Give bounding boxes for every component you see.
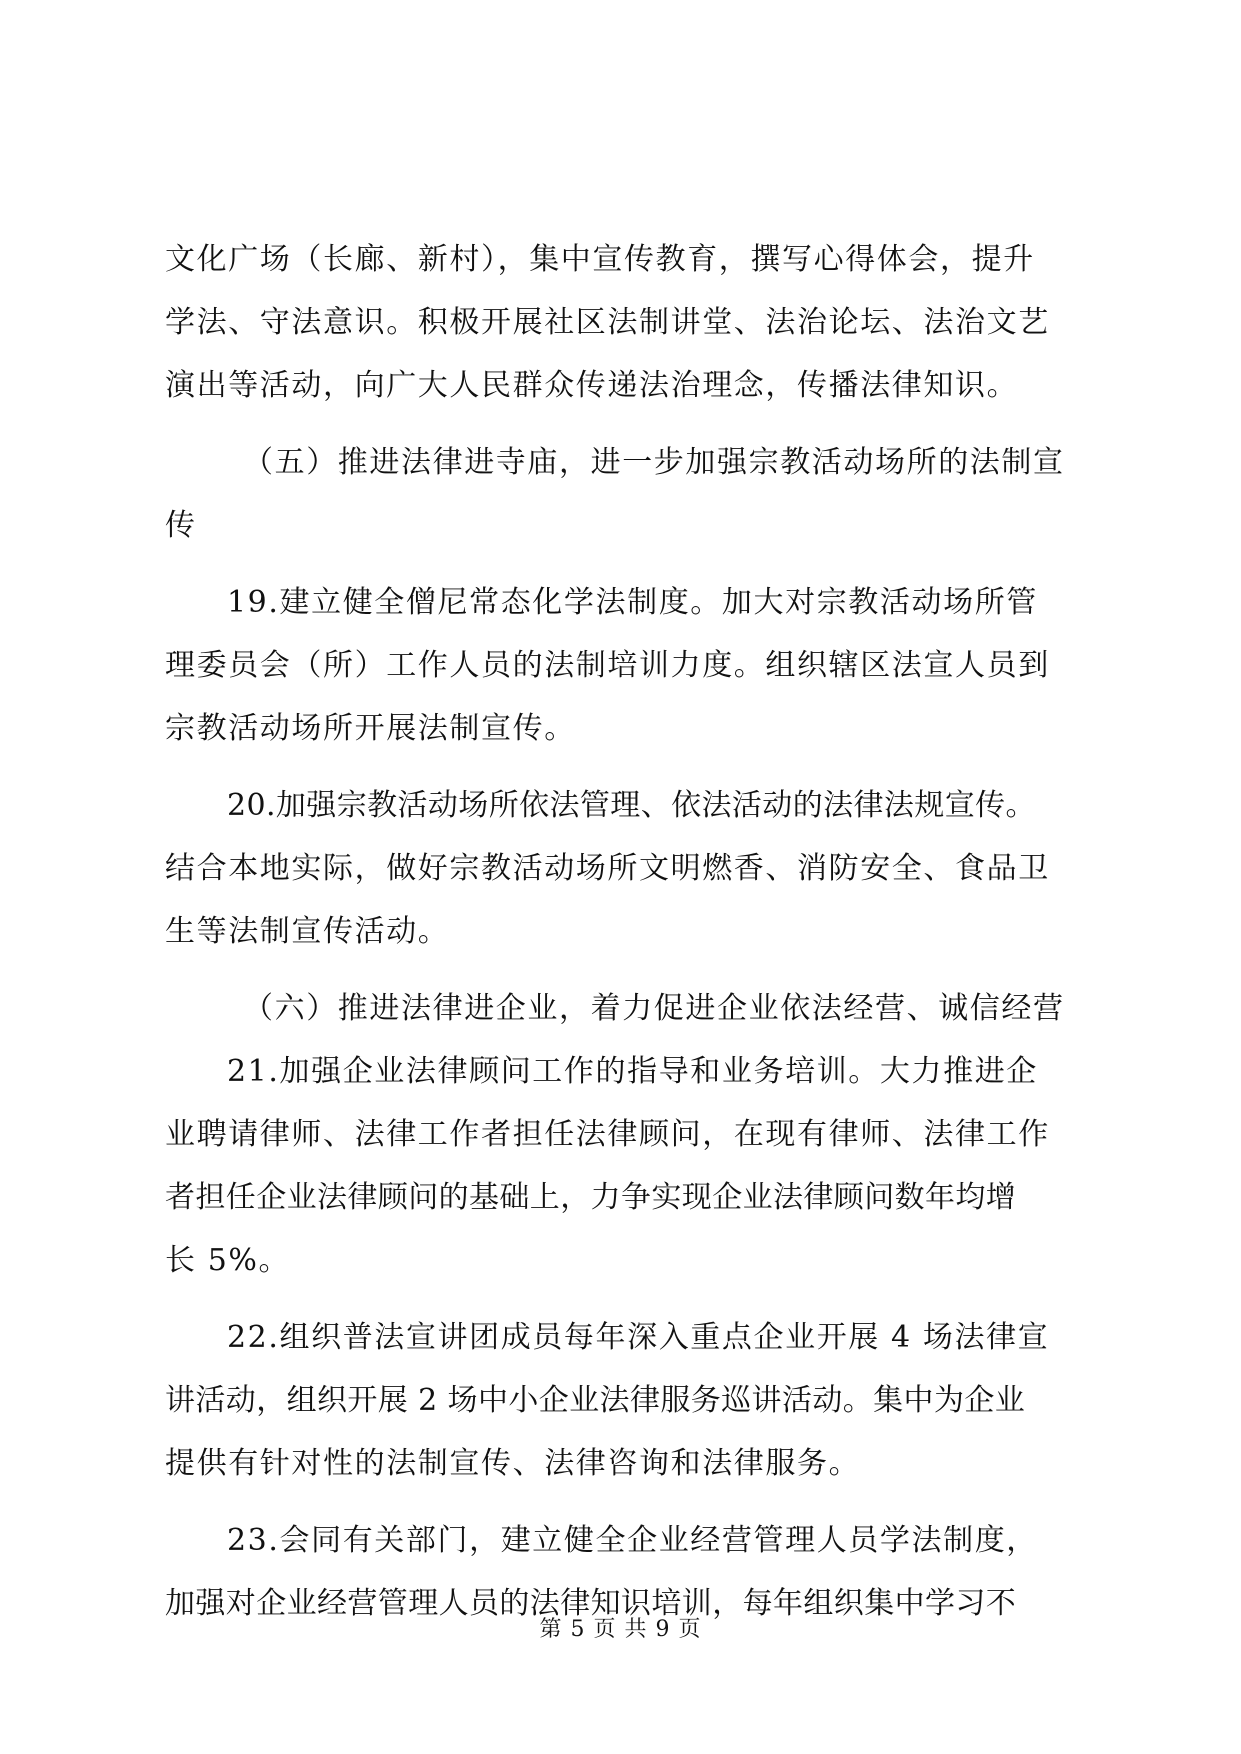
paragraph-line: 22.组织普法宣讲团成员每年深入重点企业开展 4 场法律宣 [227, 1320, 1050, 1355]
paragraph-line: 提供有针对性的法制宣传、法律咨询和法律服务。 [165, 1446, 861, 1481]
paragraph-line: 演出等活动，向广大人民群众传递法治理念，传播法律知识。 [165, 368, 1019, 403]
paragraph-line: 宗教活动场所开展法制宣传。 [165, 711, 576, 746]
paragraph-line: 学法、守法意识。积极开展社区法制讲堂、法治论坛、法治文艺 [165, 305, 1050, 340]
paragraph-line: 文化广场（长廊、新村），集中宣传教育，撰写心得体会，提升 [165, 242, 1035, 277]
paragraph-line: 19.建立健全僧尼常态化学法制度。加大对宗教活动场所管 [227, 585, 1038, 620]
paragraph-line: 讲活动，组织开展 2 场中小企业法律服务巡讲活动。集中为企业 [165, 1383, 1026, 1418]
section-heading-5: （五）推进法律进寺庙，进一步加强宗教活动场所的法制宣 [243, 445, 1065, 480]
section-heading-6: （六）推进法律进企业，着力促进企业依法经营、诚信经营 [243, 991, 1065, 1026]
paragraph-line: 业聘请律师、法律工作者担任法律顾问，在现有律师、法律工作 [165, 1117, 1050, 1152]
paragraph-line: 长 5%。 [165, 1243, 291, 1278]
section-heading-5-cont: 传 [165, 508, 197, 543]
paragraph-line: 加强对企业经营管理人员的法律知识培训，每年组织集中学习不 [165, 1586, 1017, 1621]
body-text [165, 228, 1085, 1635]
paragraph-line: 者担任企业法律顾问的基础上，力争实现企业法律顾问数年均增 [165, 1180, 1017, 1215]
paragraph-line: 结合本地实际，做好宗教活动场所文明燃香、消防安全、食品卫 [165, 851, 1050, 886]
paragraph-line: 23.会同有关部门，建立健全企业经营管理人员学法制度， [227, 1523, 1038, 1558]
paragraph-line: 理委员会（所）工作人员的法制培训力度。组织辖区法宣人员到 [165, 648, 1050, 683]
paragraph-line: 生等法制宣传活动。 [165, 914, 450, 949]
page-number: 第 5 页 共 9 页 [539, 1617, 702, 1642]
paragraph-line: 21.加强企业法律顾问工作的指导和业务培训。大力推进企 [227, 1054, 1038, 1089]
paragraph-line: 20.加强宗教活动场所依法管理、依法活动的法律法规宣传。 [227, 788, 1036, 823]
